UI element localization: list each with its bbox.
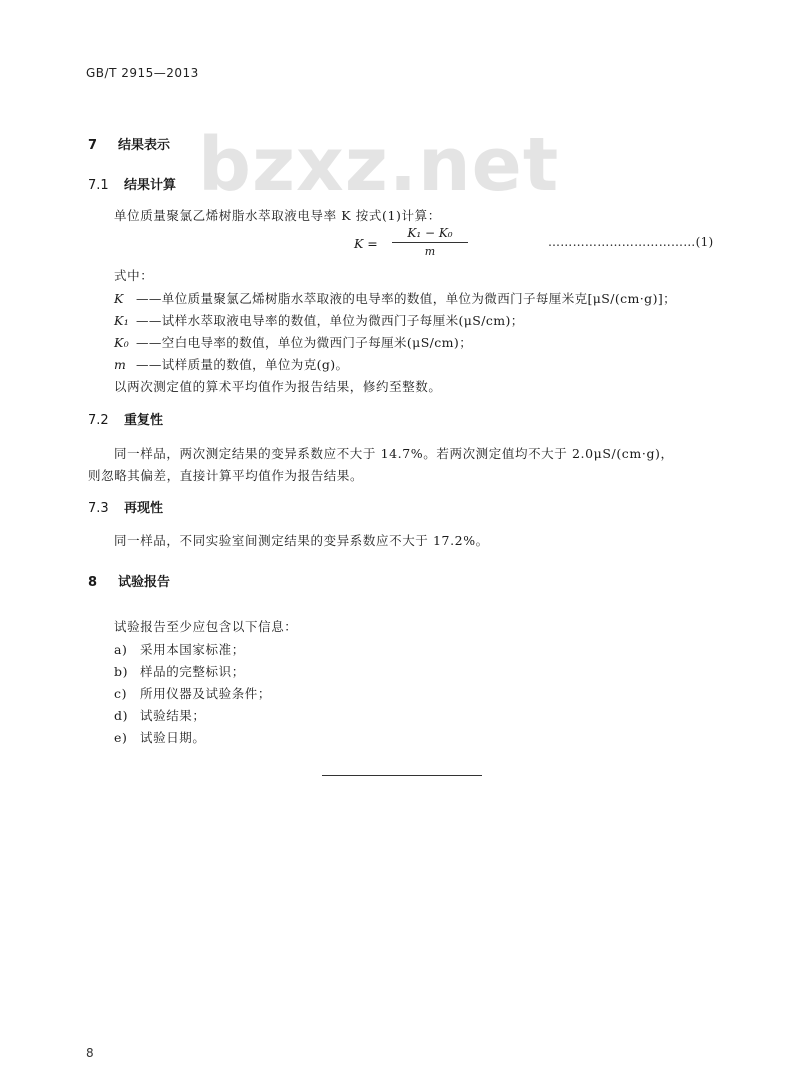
list-item <box>114 684 271 702</box>
section-heading <box>88 134 170 153</box>
list-text: 所用仪器及试验条件； <box>140 686 272 701</box>
formula-lhs: K = <box>354 236 378 251</box>
formula <box>354 226 474 262</box>
list-marker: a) <box>114 642 128 657</box>
subsection-number: 7.2 <box>88 413 109 428</box>
variable-description: ——试样水萃取液电导率的数值，单位为微西门子每厘米(μS/cm)； <box>136 313 524 328</box>
paragraph: 试验报告至少应包含以下信息： <box>114 619 298 634</box>
where-label: 式中： <box>114 268 154 283</box>
subsection-heading <box>88 497 163 516</box>
watermark: bzxz.net <box>198 122 560 208</box>
page-number: 8 <box>86 1046 94 1060</box>
paragraph: 以两次测定值的算术平均值作为报告结果，修约至整数。 <box>114 379 442 394</box>
list-text: 试验结果； <box>140 708 206 723</box>
subsection-heading <box>88 409 163 428</box>
variable-symbol: m <box>114 357 127 372</box>
subsection-number: 7.1 <box>88 178 109 193</box>
section-heading <box>88 571 170 590</box>
variable-description: ——试样质量的数值，单位为克(g)。 <box>136 357 349 372</box>
list-marker: c) <box>114 686 128 701</box>
formula-denominator: m <box>424 245 436 258</box>
formula-fraction <box>392 226 468 258</box>
subsection-heading <box>88 174 176 193</box>
list-item <box>114 662 245 680</box>
list-text: 试验日期。 <box>140 730 206 745</box>
variable-definition <box>114 311 524 329</box>
formula-numerator: K₁ − K₀ <box>407 226 453 240</box>
paragraph: 单位质量聚氯乙烯树脂水萃取液电导率 K 按式(1)计算： <box>114 208 441 223</box>
fraction-bar <box>392 242 468 243</box>
subsection-title: 结果计算 <box>124 178 177 193</box>
variable-symbol: K <box>114 291 124 306</box>
list-marker: d) <box>114 708 129 723</box>
list-marker: b) <box>114 664 129 679</box>
section-number: 7 <box>88 138 98 153</box>
variable-definition <box>114 333 472 351</box>
variable-definition <box>114 355 348 373</box>
section-number: 8 <box>88 575 98 590</box>
variable-description: ——单位质量聚氯乙烯树脂水萃取液的电导率的数值，单位为微西门子每厘米克[μS/(cm·g)]； <box>136 291 677 306</box>
standard-code: GB/T 2915—2013 <box>86 66 199 80</box>
subsection-number: 7.3 <box>88 501 109 516</box>
variable-description: ——空白电导率的数值，单位为微西门子每厘米(μS/cm)； <box>136 335 473 350</box>
list-marker: e) <box>114 730 128 745</box>
list-text: 采用本国家标准； <box>140 642 245 657</box>
subsection-title: 重复性 <box>124 413 164 428</box>
end-rule <box>322 775 482 776</box>
section-title: 试验报告 <box>118 575 171 590</box>
list-item <box>114 728 206 746</box>
equation-number: ………………………………(1) <box>548 235 714 249</box>
list-item <box>114 640 245 658</box>
section-title: 结果表示 <box>118 138 171 153</box>
subsection-title: 再现性 <box>124 501 164 516</box>
list-item <box>114 706 206 724</box>
variable-symbol: K₀ <box>114 335 130 350</box>
variable-symbol: K₁ <box>114 313 130 328</box>
paragraph: 同一样品，不同实验室间测定结果的变异系数应不大于 17.2%。 <box>114 533 489 548</box>
paragraph-continuation: 则忽略其偏差，直接计算平均值作为报告结果。 <box>88 468 364 483</box>
paragraph: 同一样品，两次测定结果的变异系数应不大于 14.7%。若两次测定值均不大于 2.0μS/(cm·g)， <box>114 446 674 461</box>
variable-definition <box>114 289 676 307</box>
list-text: 样品的完整标识； <box>140 664 245 679</box>
